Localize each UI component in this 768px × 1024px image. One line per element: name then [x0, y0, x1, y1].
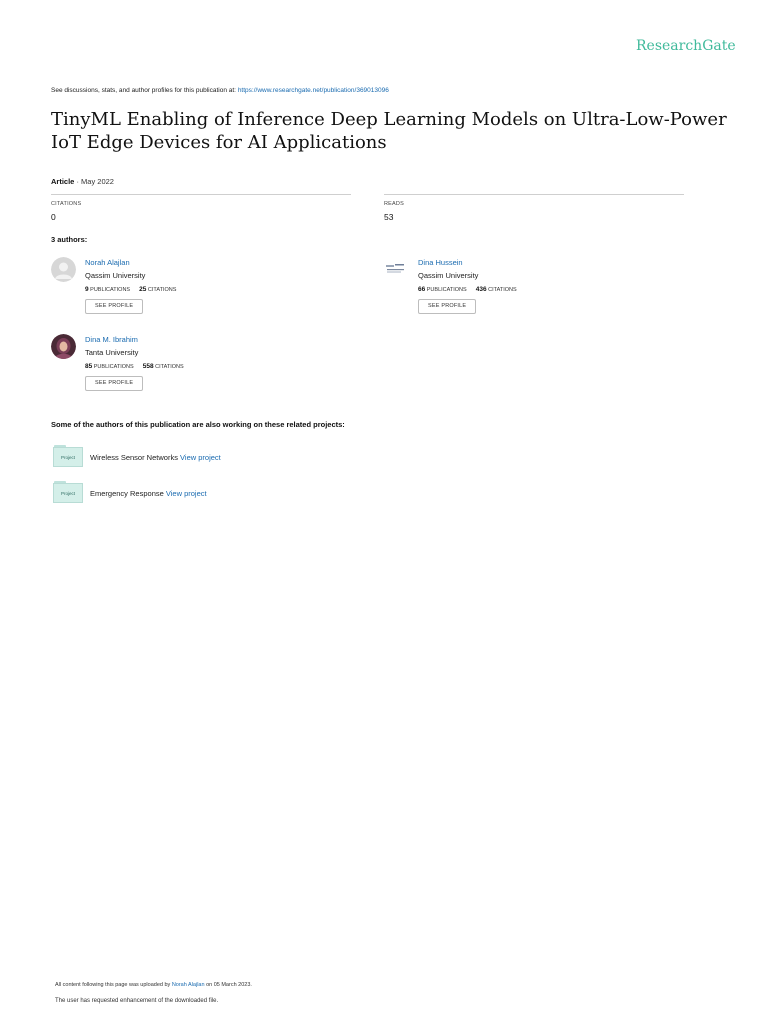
author-metrics [418, 286, 517, 293]
enhancement-note: The user has requested enhancement of the downloaded file. [55, 998, 219, 1004]
discussions-line [51, 87, 389, 94]
citations-count: 25 [139, 286, 147, 293]
uploader-link[interactable]: Norah Alajlan [171, 982, 205, 988]
project-folder-icon [53, 445, 83, 467]
see-profile-button[interactable]: SEE PROFILE [418, 299, 476, 314]
author-institution: Tanta University [85, 348, 139, 357]
view-project-link[interactable]: View project [165, 489, 207, 498]
author-institution: Qassim University [418, 271, 479, 280]
author-name-link[interactable]: Norah Alajlan [85, 258, 130, 267]
publications-count: 9 [85, 286, 89, 293]
project-folder-icon [53, 481, 83, 503]
reads-value: 53 [384, 212, 394, 222]
citations-label: CITATIONS [155, 364, 184, 370]
discussions-prefix: See discussions, stats, and author profiles for this publication at: [51, 87, 236, 94]
publications-label: PUBLICATIONS [93, 364, 134, 370]
citations-count: 558 [142, 363, 154, 370]
citations-label: CITATIONS [488, 287, 517, 293]
citations-value: 0 [51, 212, 56, 222]
reads-label: READS [384, 201, 404, 207]
default-user-avatar-icon[interactable] [51, 257, 76, 282]
publications-label: PUBLICATIONS [426, 287, 467, 293]
author-name-link[interactable]: Dina M. Ibrahim [85, 335, 138, 344]
upload-suffix: on 05 March 2023. [206, 982, 252, 988]
publications-count: 66 [418, 286, 426, 293]
publications-label: PUBLICATIONS [90, 287, 131, 293]
publications-count: 85 [85, 363, 93, 370]
author-institution: Qassim University [85, 271, 146, 280]
see-profile-button[interactable]: SEE PROFILE [85, 299, 143, 314]
citations-divider [51, 194, 351, 195]
project-text [90, 489, 207, 498]
publication-url-link[interactable]: https://www.researchgate.net/publication/369013096 [237, 87, 389, 94]
authors-heading: 3 authors: [51, 235, 88, 244]
logo-avatar-icon[interactable] [384, 257, 409, 282]
upload-note [55, 982, 252, 988]
citations-label: CITATIONS [147, 287, 177, 293]
see-profile-button[interactable]: SEE PROFILE [85, 376, 143, 391]
citations-count: 436 [475, 286, 487, 293]
upload-prefix: All content following this page was uploaded by [55, 982, 171, 988]
reads-divider [384, 194, 684, 195]
view-project-link[interactable]: View project [180, 453, 221, 462]
author-card [51, 257, 311, 321]
publication-title: TinyML Enabling of Inference Deep Learning Models on Ultra-Low-Power IoT Edge Devices for AI Applications [51, 109, 727, 153]
article-type: Article [51, 177, 75, 186]
project-text [90, 453, 221, 462]
article-date: · May 2022 [76, 177, 114, 186]
author-metrics [85, 286, 176, 293]
author-metrics [85, 363, 184, 370]
author-card [384, 257, 644, 321]
project-name: Emergency Response [90, 489, 164, 498]
author-name-link[interactable]: Dina Hussein [418, 258, 463, 267]
project-folder-label: Project [60, 455, 75, 460]
researchgate-logo[interactable]: ResearchGate [636, 38, 736, 54]
related-projects-heading: Some of the authors of this publication are also working on these related projects: [51, 420, 345, 429]
citations-label: CITATIONS [51, 201, 82, 207]
project-folder-label: Project [60, 491, 75, 496]
photo-avatar-icon[interactable] [51, 334, 76, 359]
article-meta [51, 177, 114, 186]
project-name: Wireless Sensor Networks [90, 453, 178, 462]
author-card [51, 334, 311, 398]
